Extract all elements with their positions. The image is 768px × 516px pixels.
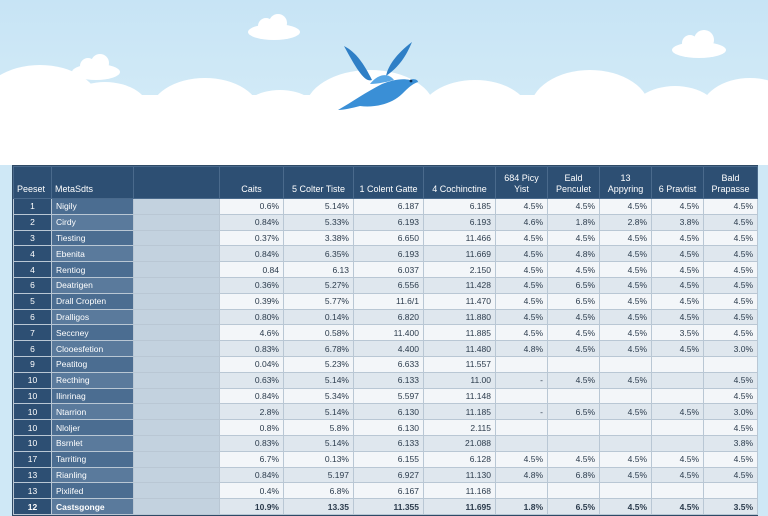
table-cell: 6.8%	[548, 467, 600, 483]
row-name: Rentiog	[52, 262, 134, 278]
column-header[interactable]: 6 Pravtist	[652, 167, 704, 199]
table-cell: 0.83%	[220, 341, 284, 357]
table-cell: 4.5%	[496, 246, 548, 262]
column-header[interactable]: 4 Cochinctine	[424, 167, 496, 199]
table-row[interactable]	[14, 451, 758, 467]
table-row[interactable]	[14, 404, 758, 420]
table-cell: 6.927	[354, 467, 424, 483]
spacer-cell	[134, 435, 220, 451]
table-cell: 4.5%	[600, 467, 652, 483]
table-cell: 4.5%	[652, 499, 704, 515]
table-cell: 4.5%	[600, 372, 652, 388]
table-cell: 4.5%	[548, 309, 600, 325]
table-cell: 4.5%	[548, 199, 600, 215]
table-cell: 0.13%	[284, 451, 354, 467]
spacer-cell	[134, 262, 220, 278]
row-name: Peatitog	[52, 356, 134, 372]
table-cell: 6.78%	[284, 341, 354, 357]
row-number: 10	[14, 435, 52, 451]
table-cell: 6.128	[424, 451, 496, 467]
table-cell: 4.5%	[704, 372, 758, 388]
row-number: 5	[14, 293, 52, 309]
table-cell: 4.5%	[496, 325, 548, 341]
row-number: 17	[14, 451, 52, 467]
table-cell: 6.193	[354, 214, 424, 230]
table-cell: 4.5%	[652, 277, 704, 293]
table-cell: 4.8%	[548, 246, 600, 262]
table-cell	[652, 435, 704, 451]
spacer-cell	[134, 372, 220, 388]
cloud-icon	[670, 30, 728, 58]
table-row[interactable]	[14, 262, 758, 278]
row-number: 3	[14, 230, 52, 246]
table-cell: 4.5%	[496, 309, 548, 325]
table-cell: 11.880	[424, 309, 496, 325]
table-cell: 0.58%	[284, 325, 354, 341]
spacer-cell	[134, 356, 220, 372]
table-cell: 6.193	[424, 214, 496, 230]
table-cell: 4.5%	[652, 467, 704, 483]
column-header[interactable]: Caits	[220, 167, 284, 199]
table-cell: 6.5%	[548, 404, 600, 420]
table-cell: 4.5%	[704, 451, 758, 467]
table-cell: 3.0%	[704, 404, 758, 420]
table-cell: 4.5%	[496, 230, 548, 246]
table-cell: 4.5%	[600, 325, 652, 341]
row-number: 13	[14, 467, 52, 483]
table-row[interactable]	[14, 467, 758, 483]
table-cell: 0.83%	[220, 435, 284, 451]
table-cell: 6.155	[354, 451, 424, 467]
table-cell: 11.00	[424, 372, 496, 388]
row-name: Rianling	[52, 467, 134, 483]
table-cell: 6.037	[354, 262, 424, 278]
table-cell: 0.84%	[220, 388, 284, 404]
table-cell: 4.5%	[600, 293, 652, 309]
cloud-icon	[246, 14, 302, 40]
table-row[interactable]	[14, 499, 758, 515]
table-cell: -	[496, 372, 548, 388]
column-header[interactable]: Peeset	[14, 167, 52, 199]
table-cell	[704, 483, 758, 499]
spacer-cell	[134, 309, 220, 325]
table-cell: 11.168	[424, 483, 496, 499]
table-cell: 4.5%	[652, 293, 704, 309]
table-cell: 10.9%	[220, 499, 284, 515]
table-cell: 4.5%	[704, 262, 758, 278]
cloud-puff	[420, 80, 530, 150]
spacer-cell	[134, 214, 220, 230]
table-cell: 5.14%	[284, 372, 354, 388]
cloud-puff	[60, 82, 150, 142]
table-cell: 4.5%	[496, 262, 548, 278]
row-number: 6	[14, 277, 52, 293]
table-cell: 4.8%	[496, 467, 548, 483]
table-cell: 5.33%	[284, 214, 354, 230]
row-number: 12	[14, 499, 52, 515]
table-cell: 11.557	[424, 356, 496, 372]
table-row[interactable]	[14, 199, 758, 215]
table-cell: 4.5%	[652, 262, 704, 278]
table-cell: 5.34%	[284, 388, 354, 404]
column-header[interactable]	[134, 167, 220, 199]
table-cell: 5.14%	[284, 435, 354, 451]
table-cell: 3.5%	[704, 499, 758, 515]
table-cell: 4.5%	[600, 499, 652, 515]
table-cell: 4.5%	[600, 262, 652, 278]
table-cell: 11.480	[424, 341, 496, 357]
column-header[interactable]: 5 Colter Tiste	[284, 167, 354, 199]
table-cell: 0.84%	[220, 246, 284, 262]
row-name: Dralligos	[52, 309, 134, 325]
table-cell: 6.7%	[220, 451, 284, 467]
table-cell: 5.597	[354, 388, 424, 404]
table-row[interactable]	[14, 420, 758, 436]
table-cell: 3.8%	[704, 435, 758, 451]
table-cell: 11.130	[424, 467, 496, 483]
row-name: Seccney	[52, 325, 134, 341]
table-cell: 5.27%	[284, 277, 354, 293]
table-cell: 4.5%	[704, 230, 758, 246]
table-cell: 4.5%	[548, 262, 600, 278]
row-number: 2	[14, 214, 52, 230]
table-cell: 11.185	[424, 404, 496, 420]
table-cell: 11.669	[424, 246, 496, 262]
table-row[interactable]	[14, 356, 758, 372]
table-cell: 4.5%	[704, 293, 758, 309]
row-number: 10	[14, 372, 52, 388]
table-cell	[548, 435, 600, 451]
table-cell: 4.5%	[652, 404, 704, 420]
table-row[interactable]	[14, 372, 758, 388]
table-cell	[600, 356, 652, 372]
spacer-cell	[134, 499, 220, 515]
table-cell	[600, 483, 652, 499]
row-name: Nigily	[52, 199, 134, 215]
table-cell: 0.84%	[220, 467, 284, 483]
table-cell: 4.5%	[600, 246, 652, 262]
table-cell: 3.0%	[704, 341, 758, 357]
table-row[interactable]	[14, 435, 758, 451]
spacer-cell	[134, 420, 220, 436]
row-name: Deatrigen	[52, 277, 134, 293]
table-cell	[652, 388, 704, 404]
table-cell: 11.355	[354, 499, 424, 515]
table-cell	[548, 388, 600, 404]
row-name: Cirdy	[52, 214, 134, 230]
spacer-cell	[134, 325, 220, 341]
table-cell: 4.5%	[704, 199, 758, 215]
table-cell: -	[496, 404, 548, 420]
table-cell: 2.115	[424, 420, 496, 436]
table-row[interactable]	[14, 293, 758, 309]
spacer-cell	[134, 246, 220, 262]
row-name: Clooesfetion	[52, 341, 134, 357]
table-cell: 3.8%	[652, 214, 704, 230]
table-cell: 0.80%	[220, 309, 284, 325]
spacer-cell	[134, 293, 220, 309]
table-cell	[548, 356, 600, 372]
table-cell: 6.5%	[548, 277, 600, 293]
table-cell: 4.5%	[704, 277, 758, 293]
table-cell: 21.088	[424, 435, 496, 451]
table-cell: 5.197	[284, 467, 354, 483]
table-cell: 11.400	[354, 325, 424, 341]
table-cell: 0.63%	[220, 372, 284, 388]
spacer-cell	[134, 230, 220, 246]
spacer-cell	[134, 451, 220, 467]
table-cell: 6.5%	[548, 499, 600, 515]
table-cell: 11.470	[424, 293, 496, 309]
table-cell: 4.5%	[548, 451, 600, 467]
spacer-cell	[134, 277, 220, 293]
row-number: 1	[14, 199, 52, 215]
column-header[interactable]: 1 Colent Gatte	[354, 167, 424, 199]
table-cell	[496, 483, 548, 499]
table-cell: 4.5%	[704, 325, 758, 341]
table-cell: 4.5%	[496, 293, 548, 309]
table-cell: 6.633	[354, 356, 424, 372]
table-cell	[496, 435, 548, 451]
table-cell: 4.5%	[704, 214, 758, 230]
table-cell: 4.5%	[652, 230, 704, 246]
table-cell: 6.133	[354, 435, 424, 451]
row-number: 13	[14, 483, 52, 499]
table-cell: 6.556	[354, 277, 424, 293]
column-header[interactable]: MetaSdts	[52, 167, 134, 199]
table-cell: 4.5%	[496, 199, 548, 215]
table-cell: 4.5%	[548, 325, 600, 341]
table-cell: 4.6%	[496, 214, 548, 230]
table-cell	[496, 388, 548, 404]
table-row[interactable]	[14, 325, 758, 341]
table-cell: 4.5%	[600, 230, 652, 246]
table-cell: 6.35%	[284, 246, 354, 262]
spacer-cell	[134, 467, 220, 483]
table-row[interactable]	[14, 341, 758, 357]
row-name: Ilinrinag	[52, 388, 134, 404]
row-number: 6	[14, 309, 52, 325]
table-cell: 5.14%	[284, 404, 354, 420]
row-name: Recthing	[52, 372, 134, 388]
spacer-cell	[134, 341, 220, 357]
row-name: Ebenita	[52, 246, 134, 262]
row-number: 9	[14, 356, 52, 372]
row-number: 10	[14, 420, 52, 436]
table-cell: 5.14%	[284, 199, 354, 215]
row-name: Bsrnlet	[52, 435, 134, 451]
row-name: Castsgonge	[52, 499, 134, 515]
table-cell: 0.8%	[220, 420, 284, 436]
spacer-cell	[134, 199, 220, 215]
table-cell: 4.5%	[652, 451, 704, 467]
table-cell: 11.6/1	[354, 293, 424, 309]
table-cell: 4.5%	[496, 277, 548, 293]
table-cell: 4.5%	[548, 341, 600, 357]
spacer-cell	[134, 404, 220, 420]
row-number: 10	[14, 404, 52, 420]
row-name: Drall Cropten	[52, 293, 134, 309]
table-cell: 4.5%	[704, 246, 758, 262]
table-cell	[496, 420, 548, 436]
table-cell: 4.5%	[704, 467, 758, 483]
spacer-cell	[134, 388, 220, 404]
row-number: 4	[14, 246, 52, 262]
table-cell: 4.5%	[704, 420, 758, 436]
data-table	[13, 166, 758, 515]
table-cell: 6.185	[424, 199, 496, 215]
row-name: Pixlifed	[52, 483, 134, 499]
table-cell: 0.84	[220, 262, 284, 278]
table-cell: 6.13	[284, 262, 354, 278]
row-name: Tarriting	[52, 451, 134, 467]
table-cell: 4.5%	[548, 372, 600, 388]
table-cell: 6.820	[354, 309, 424, 325]
table-cell: 6.167	[354, 483, 424, 499]
table-cell: 4.400	[354, 341, 424, 357]
table-cell: 11.885	[424, 325, 496, 341]
table-cell: 4.5%	[600, 199, 652, 215]
table-cell: 2.8%	[600, 214, 652, 230]
table-cell	[704, 356, 758, 372]
table-cell: 3.5%	[652, 325, 704, 341]
table-cell: 1.8%	[548, 214, 600, 230]
column-header[interactable]: 684 Picy Yist	[496, 167, 548, 199]
table-cell: 0.04%	[220, 356, 284, 372]
bird-icon	[330, 36, 422, 116]
table-cell: 4.5%	[652, 246, 704, 262]
table-cell: 0.84%	[220, 214, 284, 230]
table-cell: 5.23%	[284, 356, 354, 372]
data-table-container	[12, 165, 758, 516]
table-cell	[652, 483, 704, 499]
column-header[interactable]: Eald Penculet	[548, 167, 600, 199]
table-cell	[496, 356, 548, 372]
table-cell: 2.8%	[220, 404, 284, 420]
table-cell: 6.133	[354, 372, 424, 388]
column-header[interactable]: 13 Appyring	[600, 167, 652, 199]
column-header[interactable]: Bald Prapasse	[704, 167, 758, 199]
table-cell: 0.39%	[220, 293, 284, 309]
table-cell: 3.38%	[284, 230, 354, 246]
table-row[interactable]	[14, 214, 758, 230]
table-cell: 4.5%	[704, 388, 758, 404]
table-cell	[548, 483, 600, 499]
table-cell: 5.8%	[284, 420, 354, 436]
table-cell	[652, 372, 704, 388]
table-cell: 4.5%	[652, 341, 704, 357]
table-body	[14, 199, 758, 515]
spacer-cell	[134, 483, 220, 499]
table-cell: 11.148	[424, 388, 496, 404]
table-cell: 5.77%	[284, 293, 354, 309]
table-cell: 13.35	[284, 499, 354, 515]
table-cell	[548, 420, 600, 436]
table-cell: 4.5%	[600, 277, 652, 293]
row-number: 6	[14, 341, 52, 357]
row-name: Tiesting	[52, 230, 134, 246]
table-cell: 6.193	[354, 246, 424, 262]
table-header-row	[14, 167, 758, 199]
table-cell: 6.187	[354, 199, 424, 215]
table-cell	[600, 388, 652, 404]
table-cell: 6.130	[354, 420, 424, 436]
table-row[interactable]	[14, 230, 758, 246]
row-number: 4	[14, 262, 52, 278]
table-cell: 4.5%	[496, 451, 548, 467]
row-number: 7	[14, 325, 52, 341]
table-cell: 11.428	[424, 277, 496, 293]
table-cell	[600, 420, 652, 436]
table-cell: 1.8%	[496, 499, 548, 515]
table-cell: 0.4%	[220, 483, 284, 499]
table-cell	[600, 435, 652, 451]
table-cell: 11.466	[424, 230, 496, 246]
table-row[interactable]	[14, 246, 758, 262]
table-row[interactable]	[14, 277, 758, 293]
table-row[interactable]	[14, 309, 758, 325]
table-row[interactable]	[14, 483, 758, 499]
table-cell: 4.5%	[704, 309, 758, 325]
table-row[interactable]	[14, 388, 758, 404]
table-cell: 4.5%	[548, 230, 600, 246]
table-cell: 6.650	[354, 230, 424, 246]
table-cell	[652, 420, 704, 436]
table-cell: 0.14%	[284, 309, 354, 325]
table-cell: 0.36%	[220, 277, 284, 293]
table-cell: 4.5%	[600, 341, 652, 357]
table-cell: 2.150	[424, 262, 496, 278]
table-cell: 6.130	[354, 404, 424, 420]
table-cell: 11.695	[424, 499, 496, 515]
table-cell: 4.5%	[652, 309, 704, 325]
row-name: Ntarrion	[52, 404, 134, 420]
table-cell: 6.8%	[284, 483, 354, 499]
table-cell: 4.6%	[220, 325, 284, 341]
table-cell: 0.37%	[220, 230, 284, 246]
table-cell: 4.5%	[652, 199, 704, 215]
table-cell	[652, 356, 704, 372]
table-cell: 4.5%	[600, 404, 652, 420]
table-cell: 0.6%	[220, 199, 284, 215]
table-cell: 4.5%	[600, 451, 652, 467]
table-cell: 4.5%	[600, 309, 652, 325]
table-cell: 6.5%	[548, 293, 600, 309]
table-cell: 4.8%	[496, 341, 548, 357]
row-name: Nloljer	[52, 420, 134, 436]
row-number: 10	[14, 388, 52, 404]
